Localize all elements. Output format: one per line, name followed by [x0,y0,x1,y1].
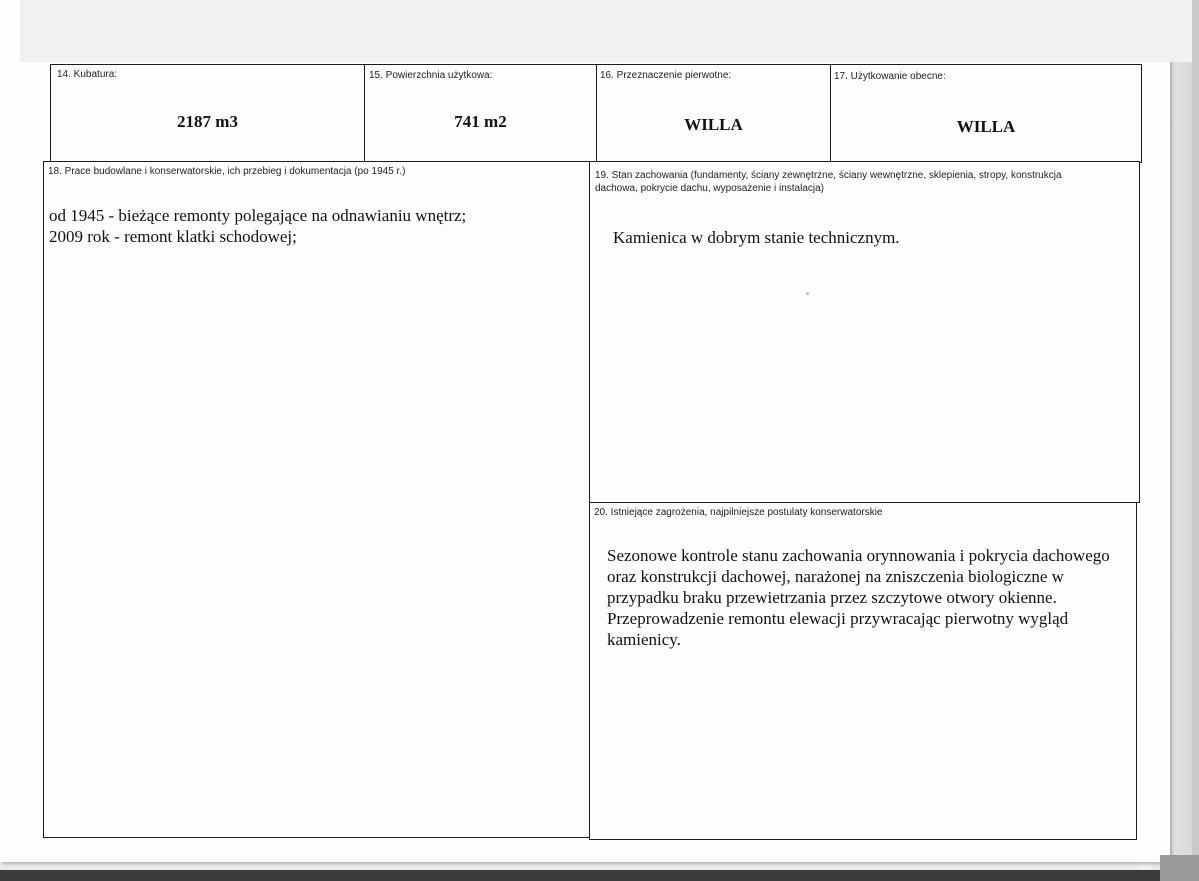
field-prace-text [49,205,466,247]
field-kubatura [50,64,365,162]
field-kubatura-value: 2187 m3 [177,112,238,131]
corner-scan-edge [1160,855,1199,881]
field-stan-label [595,169,1062,195]
field-przeznaczenie-label: 16. Przeznaczenie pierwotne: [600,70,732,81]
zagrozenia-line-5: kamienicy. [607,630,681,649]
field-powierzchnia-value: 741 m2 [454,112,507,131]
field-kubatura-label: 14. Kubatura: [57,69,118,80]
top-scan-strip [20,0,1199,62]
zagrozenia-line-2: oraz konstrukcji dachowej, narażonej na zniszczenia biologiczne w [607,567,1064,586]
field-stan [589,161,1140,503]
field-uzytkowanie [830,64,1142,163]
scan-speck [806,292,809,295]
stan-label-line-1: 19. Stan zachowania (fundamenty, ściany zewnętrzne, ściany wewnętrzne, sklepienia, stropy, konstrukcja [595,170,1062,181]
field-powierzchnia-label: 15. Powierzchnia użytkowa: [369,70,493,81]
field-zagrozenia-label: 20. Istniejące zagrożenia, najpilniejsze postulaty konserwatorskie [594,507,883,518]
field-przeznaczenie-value: WILLA [684,115,743,134]
zagrozenia-line-1: Sezonowe kontrole stanu zachowania orynnowania i pokrycia dachowego [607,546,1110,565]
field-przeznaczenie [596,64,831,162]
right-scan-edge [1192,0,1199,881]
field-zagrozenia [589,502,1137,840]
field-zagrozenia-text [607,545,1110,650]
stan-label-line-2: dachowa, pokrycie dachu, wyposażenie i instalacja) [595,183,825,194]
field-prace [43,161,590,838]
field-powierzchnia [364,64,597,162]
field-stan-text: Kamienica w dobrym stanie technicznym. [613,228,900,247]
field-prace-label: 18. Prace budowlane i konserwatorskie, ich przebieg i dokumentacja (po 1945 r.) [48,166,406,177]
prace-line-1: od 1945 - bieżące remonty polegające na odnawianiu wnętrz; [49,206,467,225]
zagrozenia-line-4: Przeprowadzenie remontu elewacji przywracając pierwotny wygląd [607,609,1069,628]
prace-line-2: 2009 rok - remont klatki schodowej; [49,227,297,246]
field-uzytkowanie-label: 17. Użytkowanie obecne: [834,71,946,82]
bottom-scan-edge [0,870,1199,881]
zagrozenia-line-3: przypadku braku przewietrzania przez szczytowe otwory okienne. [607,588,1057,607]
field-uzytkowanie-value: WILLA [956,117,1016,136]
